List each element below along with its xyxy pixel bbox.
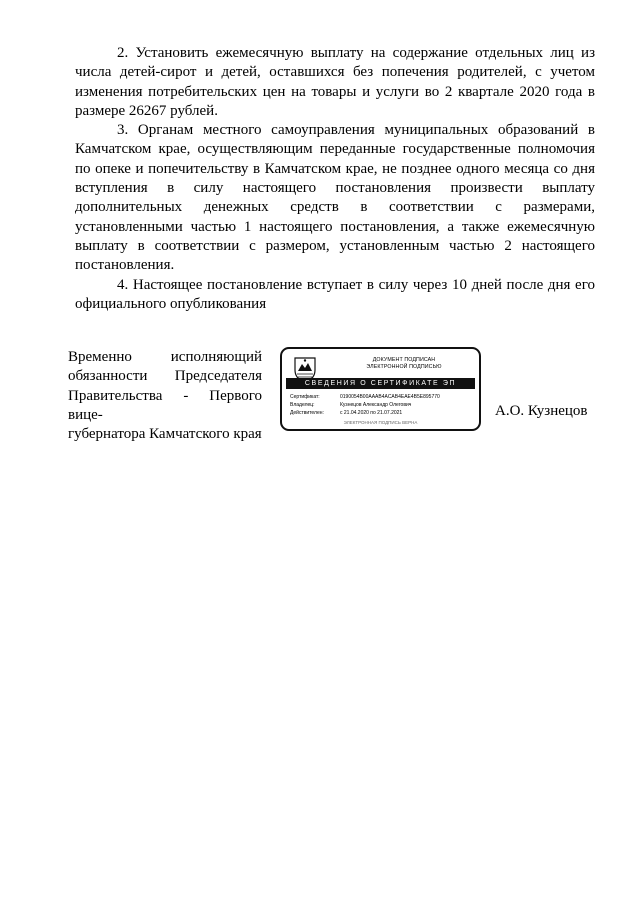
electronic-signature-stamp (280, 347, 481, 431)
stamp-header-line: ДОКУМЕНТ ПОДПИСАН (372, 357, 436, 363)
stamp-footer: ЭЛЕКТРОННАЯ ПОДПИСЬ ВЕРНА (343, 420, 418, 425)
signatory-title-line: Временно исполняющий (68, 349, 262, 365)
stamp-certificate-value: 0190054B00AAAB4ACAB4EAE4B5E895770 (340, 394, 440, 400)
stamp-owner-row (290, 402, 411, 408)
paragraph-3: 3. Органам местного самоуправления муниципальных образований в Камчатском крае, осуществляющим переданные государственные полномочия по опеке и попечительству в Камчатском крае, не позднее одного месяца со дня вступления в силу настоящего постановления произвести выплату дополнительных денежных средств в соответствии с размерами, установленными частью 1 настоящего постановления, а также ежемесячную выплату в соответствии с размером, установленным частью 2 настоящего постановления. (75, 122, 595, 274)
stamp-certificate-label: Сертификат: (290, 394, 320, 400)
document-body (75, 44, 595, 314)
stamp-validity-row (290, 410, 402, 416)
paragraph-2: 2. Установить ежемесячную выплату на содержание отдельных лиц из числа детей-сирот и детей, оставшихся без попечения родителей, с учетом изменения потребительских цен на товары и услуги во 2 квартале 2020 года в размере 26267 рублей. (75, 45, 595, 119)
signatory-title-line: губернатора Камчатского края (68, 426, 262, 443)
signatory-title-line: Правительства - Первого вице- (68, 387, 262, 423)
stamp-certificate-row (290, 394, 440, 400)
signatory-name: А.О. Кузнецов (495, 403, 588, 419)
stamp-owner-label: Владелец: (290, 402, 315, 408)
stamp-header-line: ЭЛЕКТРОННОЙ ПОДПИСЬЮ (366, 363, 442, 370)
stamp-validity-label: Действителен: (290, 410, 324, 416)
signatory-title-line: обязанности Председателя (68, 368, 262, 385)
stamp-certificate-band: СВЕДЕНИЯ О СЕРТИФИКАТЕ ЭП (286, 378, 475, 389)
stamp-validity-value: с 21.04.2020 по 21.07.2021 (340, 410, 403, 416)
stamp-owner-value: Кузнецов Александр Олегович (340, 402, 412, 408)
stamp-header (334, 357, 474, 370)
signatory-title (68, 348, 262, 444)
paragraph-4: 4. Настоящее постановление вступает в силу через 10 дней после дня его официального опубликования (75, 276, 595, 312)
